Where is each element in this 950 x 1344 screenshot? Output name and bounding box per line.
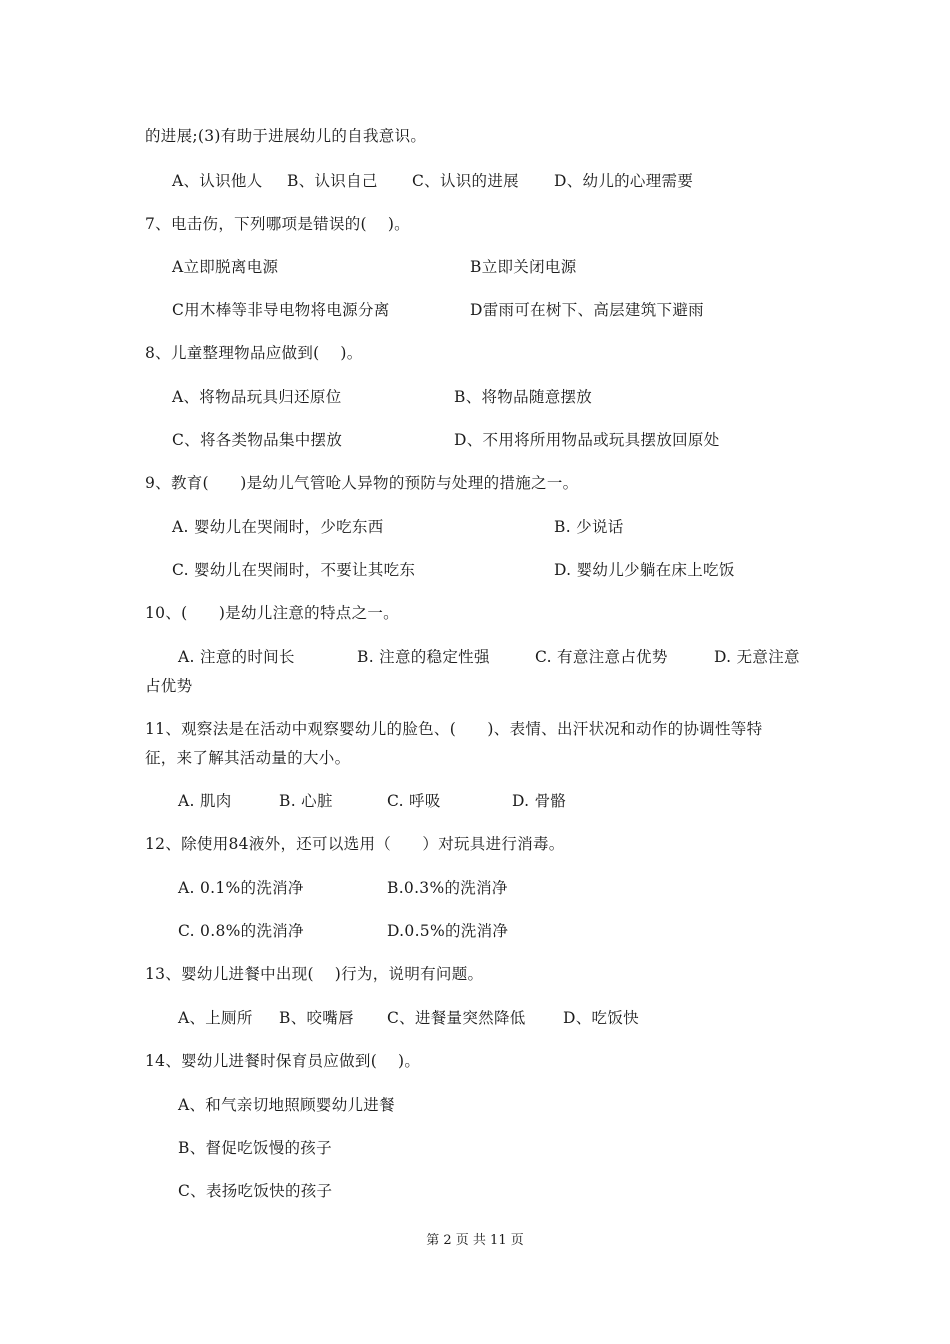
q11-option-c: C. 呼吸 [387, 792, 441, 810]
q12-option-a: A. 0.1%的洗消净 [178, 879, 304, 897]
q11-option-a: A. 肌肉 [178, 792, 232, 810]
q9-option-b: B. 少说话 [554, 518, 624, 536]
q8-option-a: A、将物品玩具归还原位 [172, 388, 342, 406]
q7-option-c: C用木棒等非导电物将电源分离 [172, 301, 390, 319]
q14-stem: 14、婴幼儿进餐时保育员应做到( )。 [145, 1052, 421, 1070]
q11-option-b: B. 心脏 [279, 792, 333, 810]
q9-stem: 9、教育( )是幼儿气管呛人异物的预防与处理的措施之一。 [145, 474, 579, 492]
q9-option-c: C. 婴幼儿在哭闹时，不要让其吃东 [172, 561, 416, 579]
q9-option-a: A. 婴幼儿在哭闹时，少吃东西 [172, 518, 384, 536]
q10-option-b: B. 注意的稳定性强 [357, 648, 490, 666]
q10-option-d: D. 无意注意 [714, 648, 800, 666]
q12-option-b: B.0.3%的洗消净 [387, 879, 508, 897]
q13-option-d: D、吃饭快 [563, 1009, 639, 1027]
q14-option-c: C、表扬吃饭快的孩子 [178, 1182, 333, 1200]
q14-option-a: A、和气亲切地照顾婴幼儿进餐 [178, 1096, 395, 1114]
q11-stem-line2: 征，来了解其活动量的大小。 [145, 749, 351, 767]
q12-stem: 12、除使用84液外，还可以选用（ ）对玩具进行消毒。 [145, 835, 565, 853]
q11-stem-line1: 11、观察法是在活动中观察婴幼儿的脸色、( )、表情、出汗状况和动作的协调性等特 [145, 720, 763, 738]
q13-option-b: B、咬嘴唇 [279, 1009, 354, 1027]
q12-option-c: C. 0.8%的洗消净 [178, 922, 304, 940]
q12-option-d: D.0.5%的洗消净 [387, 922, 509, 940]
intro-line: 的进展;(3)有助于进展幼儿的自我意识。 [145, 127, 427, 145]
q6-option-c: C、认识的进展 [412, 172, 519, 190]
q6-option-b: B、认识自己 [287, 172, 378, 190]
q10-option-d-continued: 占优势 [145, 677, 193, 695]
q8-option-b: B、将物品随意摆放 [454, 388, 593, 406]
q7-option-d: D雷雨可在树下、高层建筑下避雨 [470, 301, 704, 319]
q10-option-c: C. 有意注意占优势 [535, 648, 668, 666]
q9-option-d: D. 婴幼儿少躺在床上吃饭 [554, 561, 735, 579]
q8-option-c: C、将各类物品集中摆放 [172, 431, 343, 449]
q13-stem: 13、婴幼儿进餐中出现( )行为，说明有问题。 [145, 965, 484, 983]
q6-option-d: D、幼儿的心理需要 [554, 172, 694, 190]
q7-stem: 7、电击伤，下列哪项是错误的( )。 [145, 215, 410, 233]
q14-option-b: B、督促吃饭慢的孩子 [178, 1139, 332, 1157]
q6-option-a: A、认识他人 [172, 172, 263, 190]
q8-stem: 8、儿童整理物品应做到( )。 [145, 344, 363, 362]
q10-stem: 10、( )是幼儿注意的特点之一。 [145, 604, 399, 622]
page-footer: 第 2 页 共 11 页 [426, 1233, 524, 1248]
q13-option-a: A、上厕所 [178, 1009, 253, 1027]
q13-option-c: C、进餐量突然降低 [387, 1009, 526, 1027]
q7-option-a: A立即脱离电源 [172, 258, 279, 276]
q11-option-d: D. 骨骼 [512, 792, 567, 810]
q10-option-a: A. 注意的时间长 [178, 648, 295, 666]
q8-option-d: D、不用将所用物品或玩具摆放回原处 [454, 431, 720, 449]
q7-option-b: B立即关闭电源 [470, 258, 577, 276]
